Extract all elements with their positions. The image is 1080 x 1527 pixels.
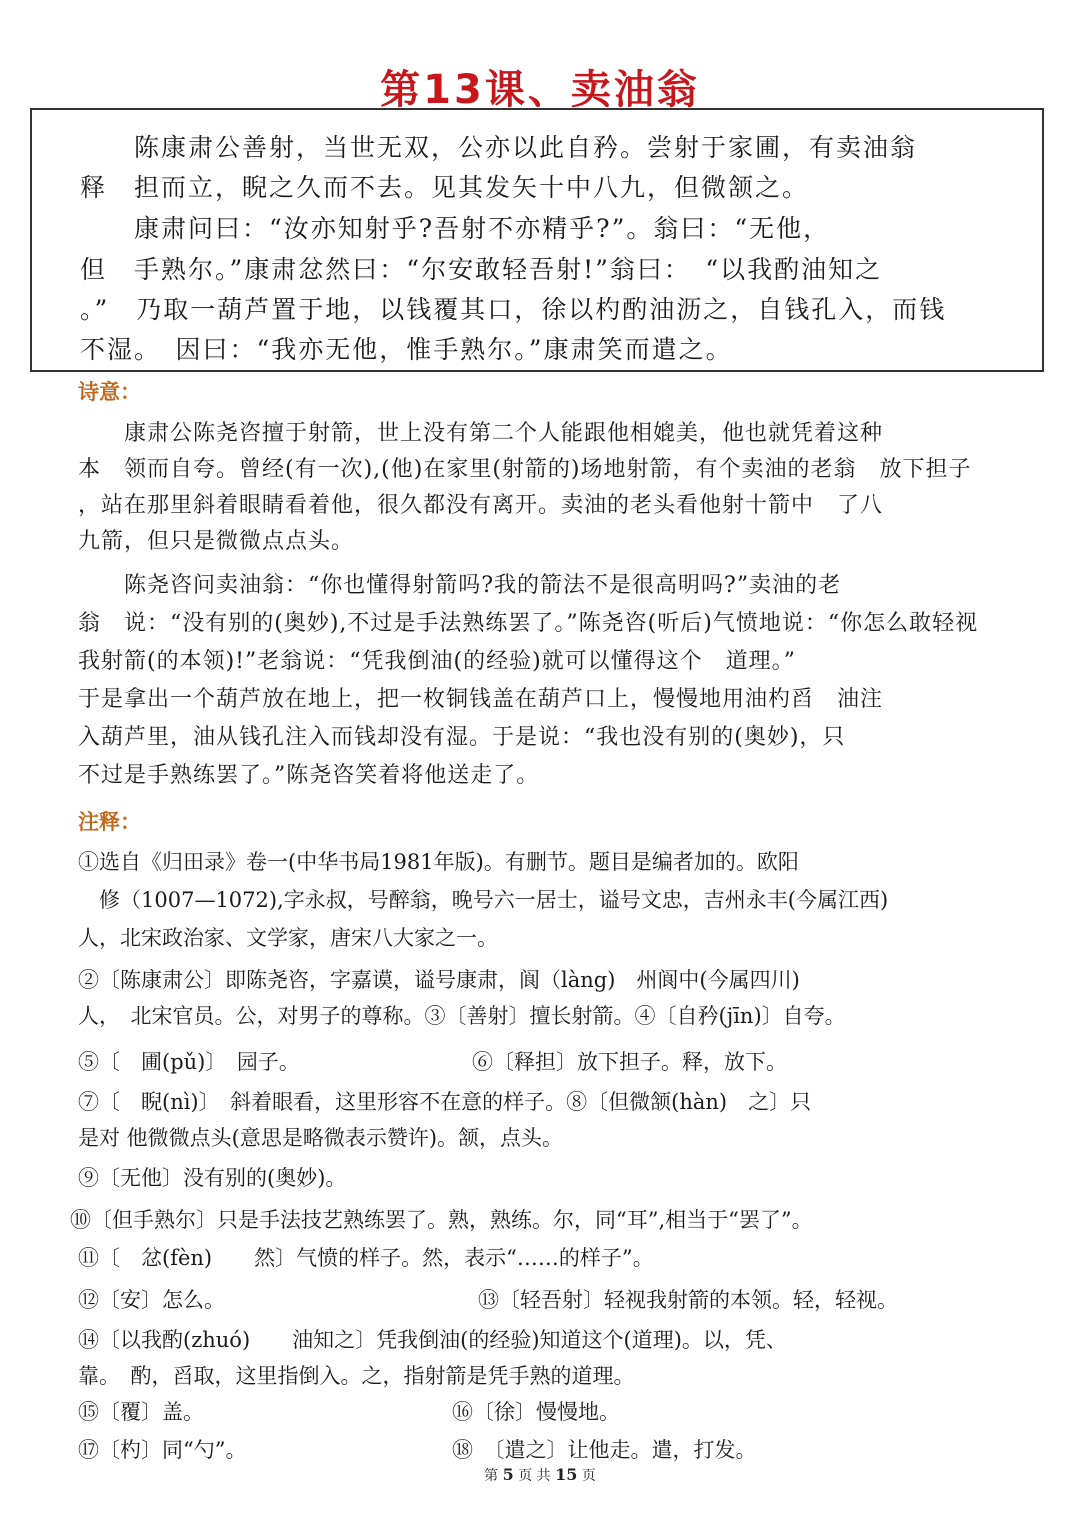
original-text-line: 陈康肃公善射，当世无双，公亦以此自矜。尝射于家圃，有卖油翁 xyxy=(80,133,918,162)
page-footer xyxy=(0,1465,1080,1485)
original-text-box xyxy=(30,108,1044,372)
note-line: ⑱ 〔遣之〕让他走。遣，打发。 xyxy=(452,1438,757,1462)
note-line: 修（1007—1072),字永叔，号醉翁，晚号六一居士，谥号文忠，吉州永丰(今属江西) xyxy=(78,888,889,912)
translation-line: ，站在那里斜着眼睛看着他，很久都没有离开。卖油的老头看他射十箭中 了八 xyxy=(78,493,884,518)
lesson-title: 第13课、卖油翁 xyxy=(380,67,700,113)
note-line: ⑥〔释担〕放下担子。释，放下。 xyxy=(472,1050,787,1074)
translation-line: 翁 说：“没有别的(奥妙),不过是手法熟练罢了。”陈尧咨(听后)气愤地说：“你怎么敢轻视 xyxy=(78,611,979,636)
note-line: ⑪〔 忿(fèn) 然〕气愤的样子。然，表示“……的样子”。 xyxy=(78,1246,654,1270)
original-text-line: 康肃问曰：“汝亦知射乎?吾射不亦精乎?”。翁曰：“无他， xyxy=(80,214,831,243)
translation-line: 不过是手熟练罢了。”陈尧咨笑着将他送走了。 xyxy=(78,763,540,788)
note-line: 人， 北宋官员。公，对男子的尊称。③〔善射〕擅长射箭。④〔自矜(jīn)〕自夸。 xyxy=(78,1004,846,1028)
note-line: ⑦〔 睨(nì)〕 斜着眼看，这里形容不在意的样子。⑧〔但微颔(hàn) 之〕只 xyxy=(78,1090,812,1114)
note-line: ⑮〔覆〕盖。 xyxy=(78,1400,204,1424)
note-line: ⑨〔无他〕没有别的(奥妙)。 xyxy=(78,1166,347,1190)
translation-heading: 诗意： xyxy=(78,380,141,404)
translation-line: 本 领而自夸。曾经(有一次),(他)在家里(射箭的)场地射箭，有个卖油的老翁 放下担子 xyxy=(78,457,972,482)
note-line: ②〔陈康肃公〕即陈尧咨，字嘉谟，谥号康肃，阆（làng) 州阆中(今属四川) xyxy=(78,968,800,992)
translation-line: 于是拿出一个葫芦放在地上，把一枚铜钱盖在葫芦口上，慢慢地用油杓舀 油注 xyxy=(78,687,884,712)
total-pages-number: 15 xyxy=(555,1465,578,1484)
note-line: 靠。 酌，舀取，这里指倒入。之，指射箭是凭手熟的道理。 xyxy=(78,1364,635,1388)
translation-line: 康肃公陈尧咨擅于射箭，世上没有第二个人能跟他相媲美，他也就凭着这种 xyxy=(78,421,884,446)
translation-line: 我射箭(的本领)!”老翁说：“凭我倒油(的经验)就可以懂得这个 道理。” xyxy=(78,649,796,674)
original-text-line: 不湿。 因曰：“我亦无他，惟手熟尔。”康肃笑而遣之。 xyxy=(80,335,733,364)
note-line: ⑭〔以我酌(zhuó) 油知之〕凭我倒油(的经验)知道这个(道理)。以，凭、 xyxy=(78,1328,787,1352)
note-line: ①选自《归田录》卷一(中华书局1981年版)。有删节。题目是编者加的。欧阳 xyxy=(78,850,799,874)
note-line: ⑤〔 圃(pǔ)〕 园子。 xyxy=(78,1050,300,1074)
note-line: ⑬〔轻吾射〕轻视我射箭的本领。轻，轻视。 xyxy=(478,1288,898,1312)
note-line: ⑰〔杓〕同“勺”。 xyxy=(78,1438,247,1462)
original-text-line: 。” 乃取一葫芦置于地，以钱覆其口，徐以杓酌油沥之，自钱孔入，而钱 xyxy=(80,295,947,324)
footer-middle: 页 共 xyxy=(518,1468,551,1484)
translation-line: 入葫芦里，油从钱孔注入而钱却没有湿。于是说：“我也没有别的(奥妙)，只 xyxy=(78,725,846,750)
note-line: ⑫〔安〕怎么。 xyxy=(78,1288,225,1312)
footer-suffix: 页 xyxy=(581,1468,596,1484)
notes-heading: 注释： xyxy=(78,810,141,834)
note-line: ⑯〔徐〕慢慢地。 xyxy=(452,1400,620,1424)
note-line: 是对 他微微点头(意思是略微表示赞许)。颔，点头。 xyxy=(78,1126,564,1150)
current-page-number: 5 xyxy=(502,1465,514,1484)
note-line: 人，北宋政治家、文学家，唐宋八大家之一。 xyxy=(78,926,498,950)
original-text-line: 释 担而立，睨之久而不去。见其发矢十中八九，但微颔之。 xyxy=(80,173,810,202)
original-text-line: 但 手熟尔。”康肃忿然曰：“尔安敢轻吾射!”翁曰： “以我酌油知之 xyxy=(80,255,883,284)
translation-line: 九箭，但只是微微点点头。 xyxy=(78,529,355,554)
translation-line: 陈尧咨问卖油翁：“你也懂得射箭吗?我的箭法不是很高明吗?”卖油的老 xyxy=(78,573,842,598)
note-line: ⑩〔但手熟尔〕只是手法技艺熟练罢了。熟，熟练。尔，同“耳”,相当于“罢了”。 xyxy=(70,1208,813,1232)
footer-prefix: 第 xyxy=(484,1468,499,1484)
